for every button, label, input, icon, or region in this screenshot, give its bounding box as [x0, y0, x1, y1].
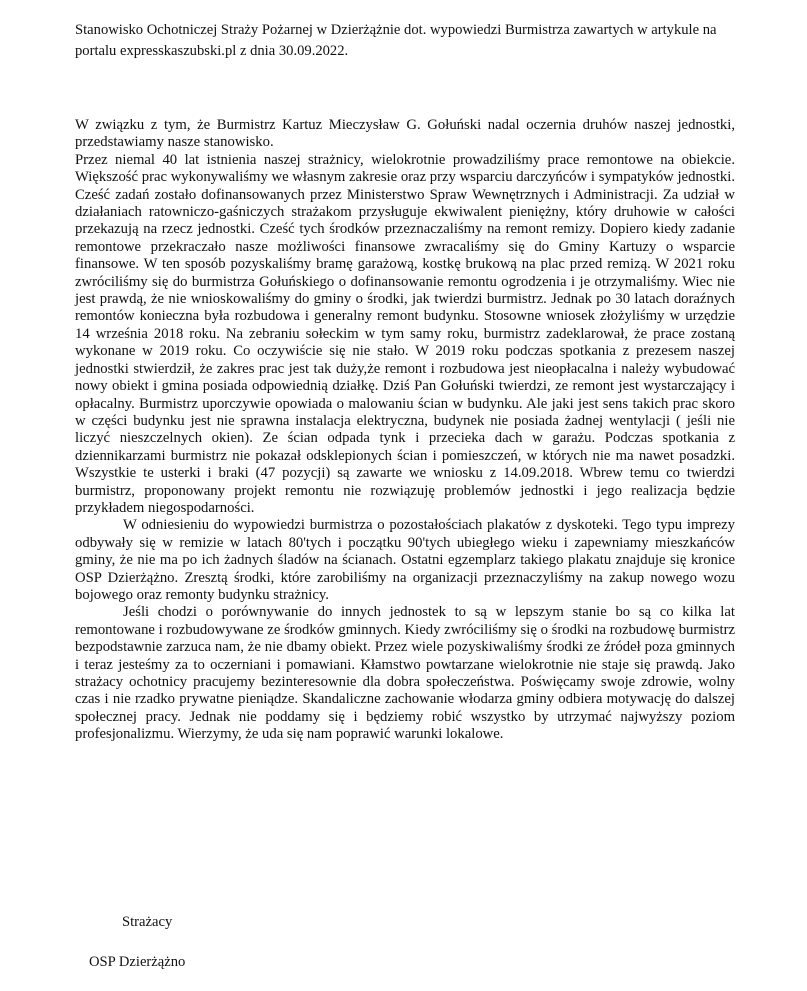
paragraph-intro: W związku z tym, że Burmistrz Kartuz Mieczysław G. Gołuński nadal oczernia druhów naszej jednostki, przedstawiamy nasze stanowisko.	[75, 117, 735, 151]
paragraph-disco-posters: W odniesieniu do wypowiedzi burmistrza o pozostałościach plakatów z dyskoteki. Tego typu imprezy odbywały się w remizie w latach 80'tych i początku 90'tych ubiegłego wieku i zapewniamy mieszkańców gminy, że nie ma po ich żadnych śladów na ścianach. Ostatni egzemplarz takiego plakatu znajduje się kronice OSP Dzierżążno. Zresztą środki, które zarobiliśmy na organizacji przeznaczyliśmy na zakup nowego wozu bojowego oraz remonty budynku strażnicy.	[75, 517, 735, 603]
document-heading: Stanowisko Ochotniczej Straży Pożarnej w Dzierżążnie dot. wypowiedzi Burmistrza zawartych w artykule na portalu expresskaszubski.pl z dnia 30.09.2022.	[75, 22, 717, 59]
document-body	[75, 117, 735, 744]
signature-line-2: OSP Dzierżążno	[89, 954, 186, 970]
paragraph-comparison: Jeśli chodzi o porównywanie do innych jednostek to są w lepszym stanie bo są co kilka lat remontowane i rozbudowywane ze środków gminnych. Kiedy zwróciliśmy się o środki na rozbudowę burmistrz bezpodstawnie zarzuca nam, że nie dbamy obiekt. Przez wiele pozyskiwaliśmy środki ze źródeł poza gminnych i teraz jesteśmy za to oczerniani i pomawiani. Kłamstwo powtarzane wielokrotnie nie staje się prawdą. Jako strażacy ochotnicy pracujemy bezinteresownie dla dobra społeczeństwa. Poświęcamy swoje zdrowie, wolny czas i nie rzadko prywatne pieniądze. Skandaliczne zachowanie włodarza gminy odbiera motywację do dalszej społecznej pracy. Jednak nie poddamy się i będziemy robić wszystko by utrzymać najwyższy poziom profesjonalizmu. Wierzymy, że uda się nam poprawić warunki lokalowe.	[75, 604, 735, 743]
signature-line-1: Strażacy	[122, 914, 173, 930]
paragraph-renovation-history: Przez niemal 40 lat istnienia naszej strażnicy, wielokrotnie prowadziliśmy prace remontowe na obiekcie. Większość prac wykonywaliśmy we własnym zakresie oraz przy wsparciu darczyńców i sympatyków jednostki. Cześć zadań zostało dofinansowanych przez Ministerstwo Spraw Wewnętrznych i Administracji. Za udział w działaniach ratowniczo-gaśniczych strażakom przysługuje ekwiwalent pieniężny, który druhowie w całości przekazują na rzecz jednostki. Cześć tych środków przeznaczaliśmy na remont remizy. Dopiero kiedy zadanie remontowe przekraczało nasze możliwości finansowe zwracaliśmy się do Gminy Kartuzy o wsparcie finansowe. W ten sposób pozyskaliśmy bramę garażową, kostkę brukową na plac przed remizą. W 2021 roku zwróciliśmy się do burmistrza Gołuńskiego o dofinansowanie remontu ogrodzenia i je otrzymaliśmy. Wiec nie jest prawdą, że nie wnioskowaliśmy do gminy o środki, jak twierdzi burmistrz. Jednak po 30 latach doraźnych remontów konieczna była rozbudowa i generalny remont budynku. Stosowne wniosek złożyliśmy w urzędzie 14 września 2018 roku. Na zebraniu sołeckim w tym samy roku, burmistrz zadeklarował, że prace zostaną wykonane w 2019 roku. Co oczywiście się nie stało. W 2019 roku podczas spotkania z prezesem naszej jednostki stwierdził, że zakres prac jest tak duży,że remont i rozbudowa jest nieopłacalna i należy wybudować nowy obiekt i gmina posiada odpowiednią działkę. Dziś Pan Gołuński twierdzi, ze remont jest wystarczający i opłacalny. Burmistrz uporczywie opowiada o malowaniu ścian w budynku. Ale jaki jest sens takich prac skoro w części budynku jest nie sprawna instalacja elektryczna, budynek nie posiada żadnej wentylacji ( jeśli nie liczyć nieszczelnych okien). Ze ścian odpada tynk i przecieka dach w garażu. Podczas spotkania z dziennikarzami burmistrz nie pokazał odsklepionych ścian i pomieszczeń, w których nie ma nawet posadzki. Wszystkie te usterki i braki (47 pozycji) są zawarte we wniosku z 14.09.2018. Wbrew temu co twierdzi burmistrz, proponowany projekt remontu nie rozwiązuję problemów jednostki i jego realizacja będzie przykładem niegospodarności.	[75, 151, 735, 516]
